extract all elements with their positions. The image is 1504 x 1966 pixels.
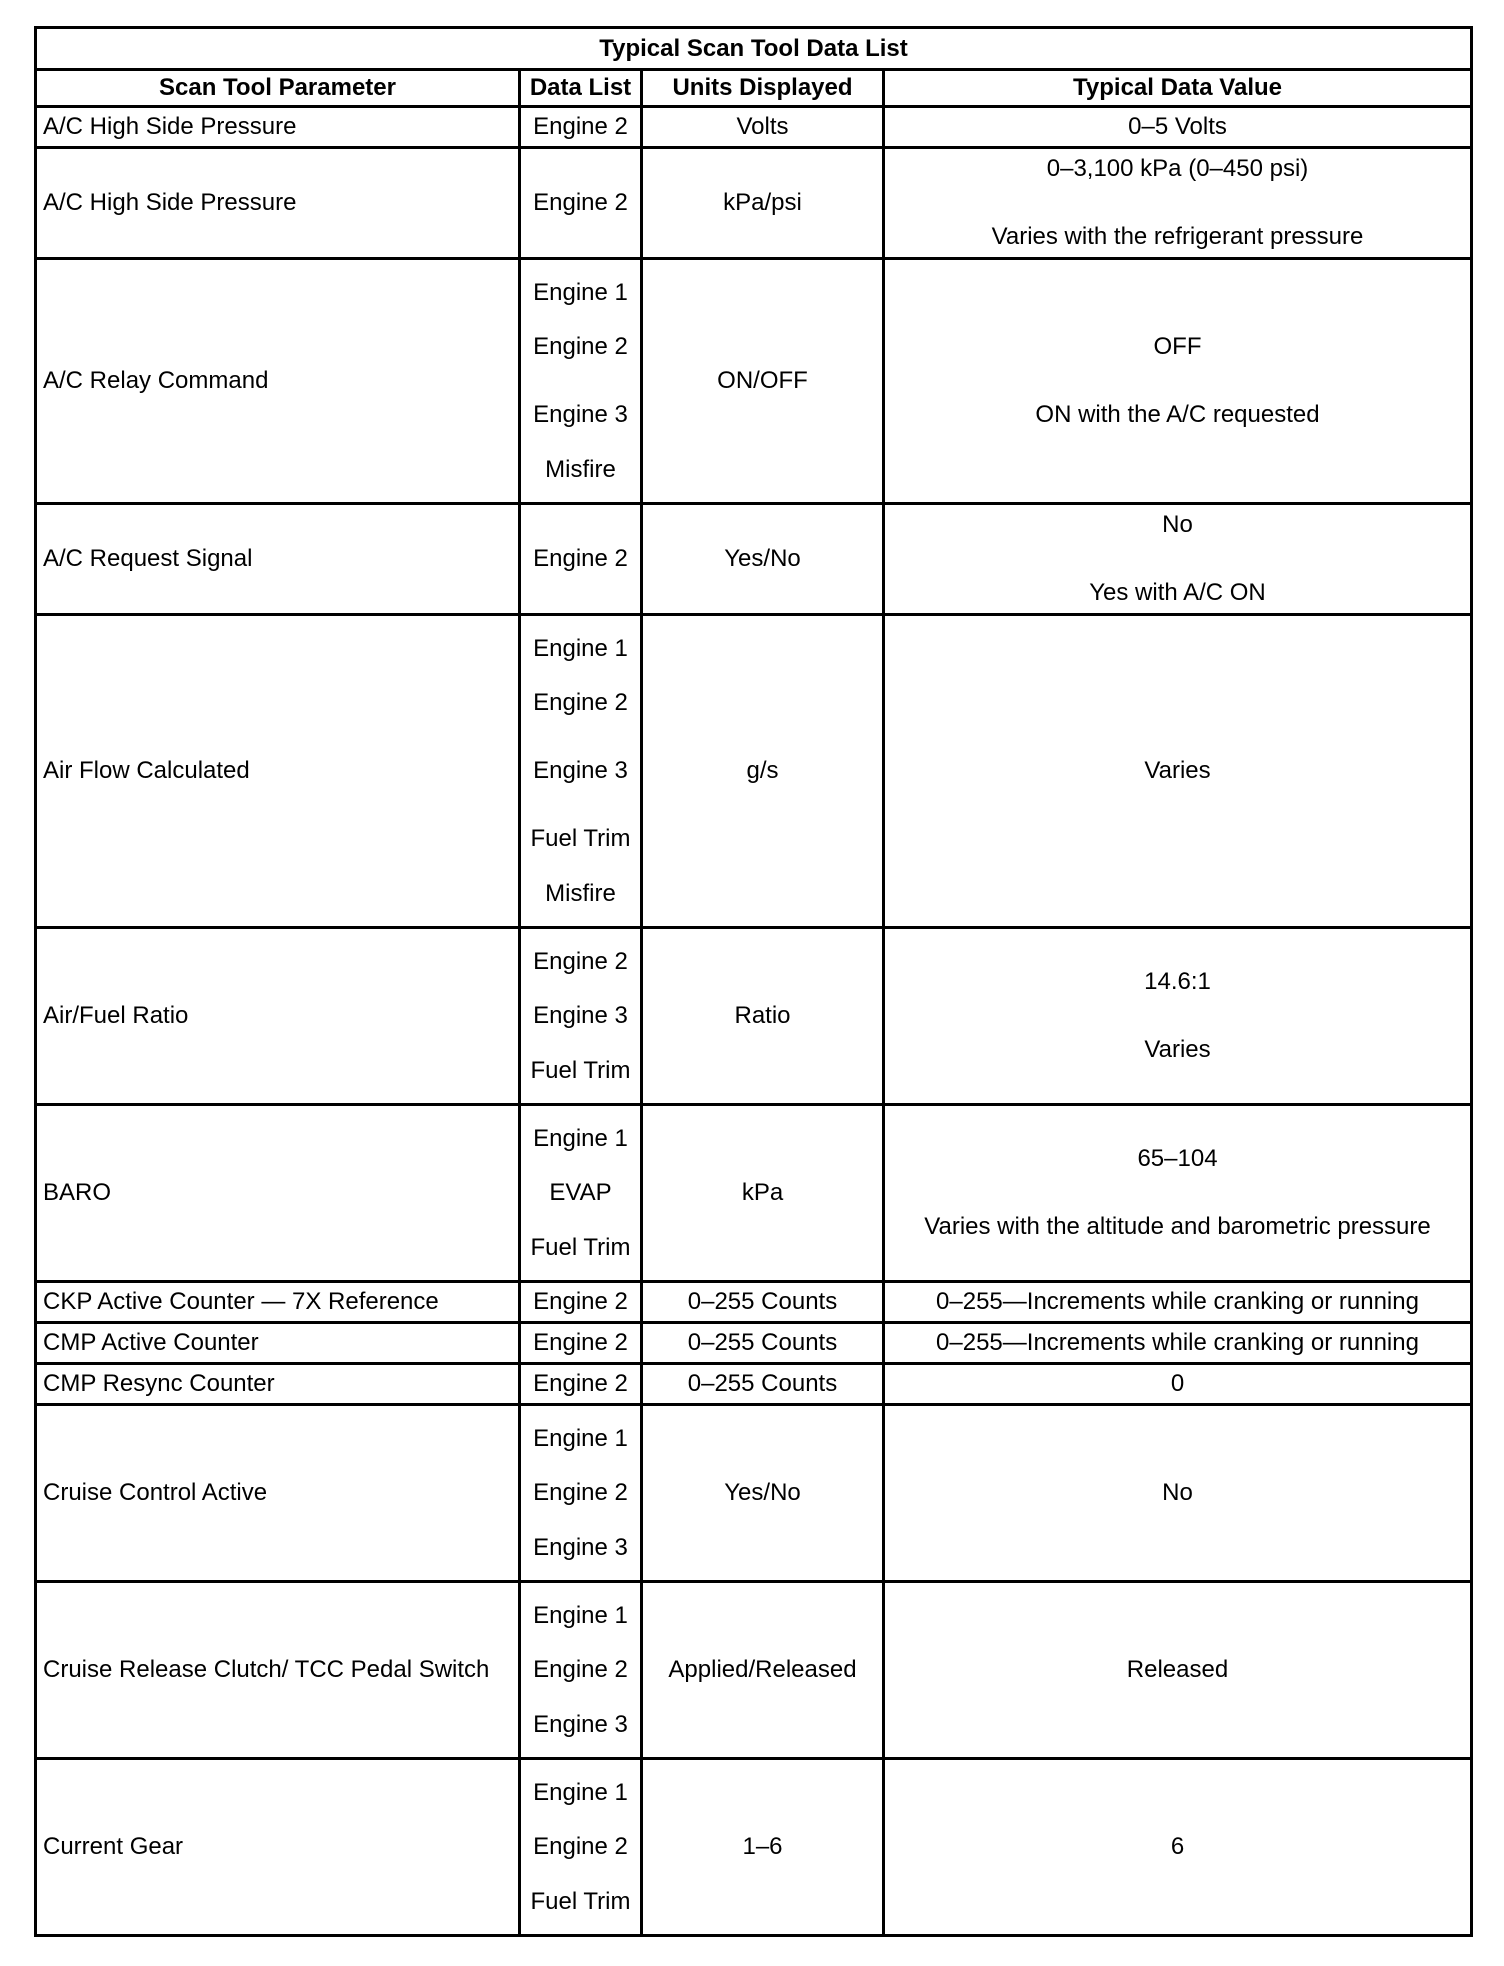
data-list-entry: Engine 2 <box>533 545 628 572</box>
cell-data-list <box>520 1759 642 1936</box>
typical-value-line: Yes with A/C ON <box>1089 579 1266 606</box>
typical-value-line: 0–5 Volts <box>1128 113 1227 140</box>
cell-typical-value <box>884 107 1472 148</box>
typical-value-line: No <box>1162 1479 1193 1506</box>
cell-units: 0–255 Counts <box>642 1282 884 1323</box>
data-list-entry: EVAP <box>549 1179 612 1206</box>
table-row <box>36 148 1472 259</box>
data-list-entry: Engine 2 <box>533 333 628 360</box>
data-list-entry: Engine 2 <box>533 113 628 140</box>
table-row <box>36 1364 1472 1405</box>
cell-parameter: Cruise Control Active <box>36 1405 520 1582</box>
cell-parameter: Cruise Release Clutch/ TCC Pedal Switch <box>36 1582 520 1759</box>
typical-value-line: Released <box>1126 1656 1229 1683</box>
data-list-entry: Engine 2 <box>533 1288 628 1315</box>
cell-data-list <box>520 1105 642 1282</box>
data-list-entry: Engine 2 <box>533 1479 628 1506</box>
data-list-entry: Fuel Trim <box>530 1234 631 1261</box>
typical-value-line: 0–255—Increments while cranking or running <box>936 1288 1419 1315</box>
data-list-entry: Engine 1 <box>533 1425 628 1452</box>
typical-value-line: 0–3,100 kPa (0–450 psi) <box>1046 155 1309 182</box>
data-list-entry: Engine 1 <box>533 635 628 662</box>
data-list-entry: Engine 2 <box>533 1656 628 1683</box>
data-list-entry: Engine 3 <box>533 757 628 784</box>
cell-data-list <box>520 504 642 615</box>
cell-parameter: CKP Active Counter — 7X Reference <box>36 1282 520 1323</box>
typical-value-line: Varies with the altitude and barometric pressure <box>924 1213 1431 1240</box>
cell-units: 0–255 Counts <box>642 1364 884 1405</box>
cell-typical-value <box>884 1405 1472 1582</box>
typical-value-line: Varies <box>1144 757 1211 784</box>
cell-data-list <box>520 1323 642 1364</box>
cell-parameter: Current Gear <box>36 1759 520 1936</box>
cell-parameter: Air Flow Calculated <box>36 615 520 928</box>
cell-units: kPa/psi <box>642 148 884 259</box>
cell-units: 0–255 Counts <box>642 1323 884 1364</box>
header-scan-tool-parameter: Scan Tool Parameter <box>36 70 520 107</box>
data-list-entry: Engine 3 <box>533 1534 628 1561</box>
cell-typical-value <box>884 1282 1472 1323</box>
typical-value-line: ON with the A/C requested <box>1035 401 1320 428</box>
header-units-displayed: Units Displayed <box>642 70 884 107</box>
cell-typical-value <box>884 504 1472 615</box>
cell-typical-value <box>884 1105 1472 1282</box>
line-gap <box>885 364 1470 398</box>
line-gap <box>885 999 1470 1033</box>
cell-units: kPa <box>642 1105 884 1282</box>
document-page <box>34 26 1470 1937</box>
data-list-entry: Engine 1 <box>533 1602 628 1629</box>
data-list-entry: Misfire <box>545 880 616 907</box>
typical-value-line: Varies with the refrigerant pressure <box>991 223 1364 250</box>
cell-parameter: A/C High Side Pressure <box>36 148 520 259</box>
cell-units: Yes/No <box>642 1405 884 1582</box>
table-title: Typical Scan Tool Data List <box>36 28 1472 70</box>
cell-parameter: A/C High Side Pressure <box>36 107 520 148</box>
header-data-list: Data List <box>520 70 642 107</box>
cell-typical-value <box>884 1759 1472 1936</box>
cell-units: 1–6 <box>642 1759 884 1936</box>
cell-data-list <box>520 148 642 259</box>
table-row <box>36 1105 1472 1282</box>
cell-typical-value <box>884 615 1472 928</box>
cell-units: ON/OFF <box>642 259 884 504</box>
data-list-entry: Engine 1 <box>533 1125 628 1152</box>
table-row <box>36 259 1472 504</box>
typical-value-line: Varies <box>1144 1036 1211 1063</box>
data-list-entry: Engine 3 <box>533 1002 628 1029</box>
table-row <box>36 1282 1472 1323</box>
cell-units: Ratio <box>642 928 884 1105</box>
typical-value-line: 6 <box>1170 1833 1185 1860</box>
data-list-entry: Misfire <box>545 456 616 483</box>
cell-units: Volts <box>642 107 884 148</box>
line-gap <box>885 1176 1470 1210</box>
data-list-entry: Engine 1 <box>533 1779 628 1806</box>
data-list-entry: Engine 2 <box>533 1833 628 1860</box>
cell-typical-value <box>884 1364 1472 1405</box>
scan-tool-data-table <box>34 26 1473 1937</box>
title-row <box>36 28 1472 70</box>
cell-data-list <box>520 1405 642 1582</box>
header-typical-data-value: Typical Data Value <box>884 70 1472 107</box>
data-list-entry: Engine 2 <box>533 948 628 975</box>
data-list-entry: Engine 3 <box>533 1711 628 1738</box>
table-row <box>36 1405 1472 1582</box>
table-row <box>36 928 1472 1105</box>
cell-parameter: A/C Request Signal <box>36 504 520 615</box>
data-list-entry: Engine 1 <box>533 279 628 306</box>
cell-data-list <box>520 1282 642 1323</box>
typical-value-line: 65–104 <box>1137 1145 1218 1172</box>
data-list-entry: Engine 2 <box>533 689 628 716</box>
typical-value-line: 0–255—Increments while cranking or running <box>936 1329 1419 1356</box>
cell-data-list <box>520 615 642 928</box>
cell-units: Yes/No <box>642 504 884 615</box>
cell-units: g/s <box>642 615 884 928</box>
header-row <box>36 70 1472 107</box>
cell-data-list <box>520 1582 642 1759</box>
table-row <box>36 1582 1472 1759</box>
table-row <box>36 107 1472 148</box>
cell-typical-value <box>884 928 1472 1105</box>
data-list-entry: Fuel Trim <box>530 1888 631 1915</box>
table-body <box>36 107 1472 1936</box>
data-list-entry: Engine 2 <box>533 189 628 216</box>
data-list-entry: Fuel Trim <box>530 1057 631 1084</box>
cell-units: Applied/Released <box>642 1582 884 1759</box>
data-list-entry: Engine 2 <box>533 1329 628 1356</box>
line-gap <box>885 186 1470 220</box>
typical-value-line: 0 <box>1170 1370 1185 1397</box>
table-row <box>36 1323 1472 1364</box>
table-row <box>36 504 1472 615</box>
cell-typical-value <box>884 259 1472 504</box>
typical-value-line: 14.6:1 <box>1144 968 1211 995</box>
cell-data-list <box>520 928 642 1105</box>
cell-typical-value <box>884 1582 1472 1759</box>
typical-value-line: No <box>1162 511 1193 538</box>
cell-typical-value <box>884 1323 1472 1364</box>
cell-data-list <box>520 1364 642 1405</box>
data-list-entry: Engine 3 <box>533 401 628 428</box>
table-row <box>36 1759 1472 1936</box>
cell-parameter: A/C Relay Command <box>36 259 520 504</box>
cell-parameter: CMP Active Counter <box>36 1323 520 1364</box>
table-row <box>36 615 1472 928</box>
line-gap <box>885 542 1470 576</box>
cell-typical-value <box>884 148 1472 259</box>
cell-parameter: CMP Resync Counter <box>36 1364 520 1405</box>
cell-data-list <box>520 259 642 504</box>
data-list-entry: Engine 2 <box>533 1370 628 1397</box>
cell-data-list <box>520 107 642 148</box>
cell-parameter: BARO <box>36 1105 520 1282</box>
cell-parameter: Air/Fuel Ratio <box>36 928 520 1105</box>
typical-value-line: OFF <box>1153 333 1202 360</box>
data-list-entry: Fuel Trim <box>530 825 631 852</box>
